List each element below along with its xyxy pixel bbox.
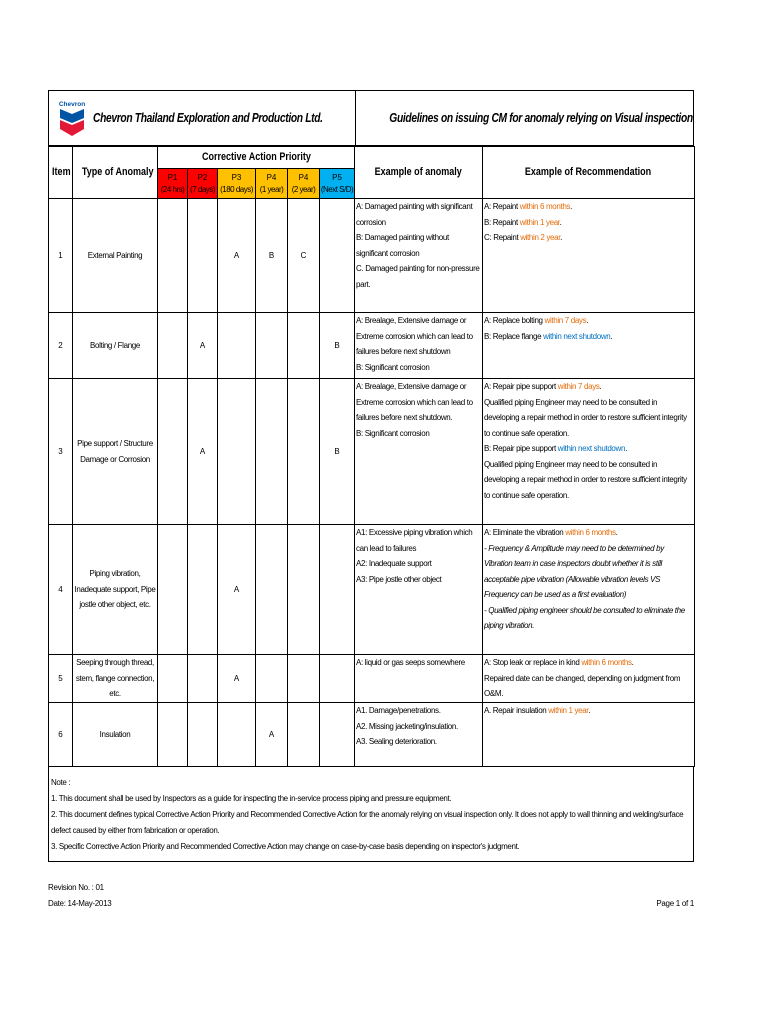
recommendation-segment: A: Replace bolting (484, 316, 545, 325)
priority-period: (7 days) (190, 184, 215, 194)
recommendation-segment: A. Repair insulation (484, 706, 549, 715)
recommendation-segment: . (570, 202, 572, 211)
priority-period: (180 days) (220, 184, 253, 194)
priority-cell (158, 199, 188, 313)
recommendation-segment: within 2 year (520, 233, 561, 242)
priority-cell (158, 655, 188, 703)
priority-header-5 (288, 169, 320, 199)
priority-cell: A (188, 379, 218, 525)
recommendation (483, 703, 695, 767)
priority-cell: C (288, 199, 320, 313)
header-example-of-recommendation: Example of Recommendation (483, 147, 695, 199)
recommendation (483, 199, 695, 313)
priority-cell: A (188, 313, 218, 379)
priority-cell (158, 703, 188, 767)
recommendation-segment: . (610, 331, 613, 341)
recommendation-segment: within 6 months (519, 202, 571, 211)
priority-cell (188, 703, 218, 767)
anomaly-example: A: Brealage, Extensive damage or Extreme corrosion which can lead to failures before next shutdown. B: Significant corrosion (355, 379, 483, 525)
recommendation-segment: within 1 year (548, 706, 589, 715)
title-block (356, 91, 726, 145)
priority-period: (1 year) (259, 184, 284, 194)
priority-code: P4 (266, 172, 277, 182)
item-number: 2 (49, 313, 73, 379)
priority-cell (188, 655, 218, 703)
document-header (48, 90, 694, 146)
priority-cell (218, 379, 256, 525)
priority-cell: B (256, 199, 288, 313)
anomaly-table (48, 146, 695, 767)
priority-code: P4 (298, 172, 309, 182)
header-item: Item (49, 147, 73, 199)
recommendation-segment: B: Replace flange (484, 331, 544, 341)
recommendation-segment: A: Stop leak or replace in kind (484, 658, 582, 667)
priority-cell (320, 199, 355, 313)
anomaly-example: A: Brealage, Extensive damage or Extreme corrosion which can lead to failures before next shutdown B: Significant corrosion (355, 313, 483, 379)
recommendation-segment: C: Repaint (484, 233, 521, 242)
header-type-of-anomaly: Type of Anomaly (73, 147, 158, 199)
table-row (49, 379, 695, 525)
recommendation-segment: within next shutdown (557, 444, 626, 453)
priority-period: (2 year) (291, 184, 316, 194)
recommendation-segment: within next shutdown (543, 331, 611, 341)
priority-cell (320, 655, 355, 703)
priority-code: P1 (167, 172, 178, 182)
recommendation-segment: within 6 months (581, 658, 632, 667)
item-number: 3 (49, 379, 73, 525)
notes-title: Note : (51, 778, 71, 787)
recommendation-segment: within 7 days (557, 382, 600, 391)
header-example-of-anomaly: Example of anomaly (355, 147, 483, 199)
priority-cell: B (320, 313, 355, 379)
recommendation-segment: within 7 days (544, 316, 587, 325)
priority-cell (218, 703, 256, 767)
anomaly-example: A: liquid or gas seeps somewhere (355, 655, 483, 703)
document-footer (48, 880, 694, 912)
priority-cell: A (256, 703, 288, 767)
priority-header-3 (218, 169, 256, 199)
priority-cell (288, 313, 320, 379)
recommendation-segment: A: Eliminate the vibration (484, 528, 566, 537)
revision-date: Date: 14-May-2013 (48, 899, 112, 908)
priority-cell (188, 199, 218, 313)
company-block (49, 91, 356, 145)
priority-header-4 (256, 169, 288, 199)
priority-code: P5 (332, 172, 342, 182)
note-item-2: 2. This document defines typical Corrective Action Priority and Recommended Corrective Action for the anomaly relying on visual inspection only. It does not apply to wall thinning and welding/surface defect caused by either from fabrication or operation. (51, 810, 684, 835)
recommendation-segment: - Qualified piping engineer should be consulted to eliminate the piping vibration. (484, 605, 685, 630)
priority-cell (256, 379, 288, 525)
priority-cell (288, 525, 320, 655)
priority-cell: B (320, 379, 355, 525)
priority-header-6 (320, 169, 355, 199)
anomaly-type: External Painting (73, 199, 158, 313)
priority-cell (320, 525, 355, 655)
note-item-1: 1. This document shall be used by Inspectors as a guide for inspecting the in-service process piping and pressure equipment. (51, 794, 452, 803)
anomaly-type: Seeping through thread, stem, flange connection, etc. (73, 655, 158, 703)
anomaly-type: Piping vibration, Inadequate support, Pipe jostle other object, etc. (73, 525, 158, 655)
priority-cell (288, 655, 320, 703)
recommendation-segment: . (615, 528, 618, 537)
priority-cell (256, 313, 288, 379)
recommendation-segment: . (631, 658, 634, 667)
recommendation-segment: . (588, 706, 591, 715)
recommendation-segment: . (560, 233, 562, 242)
note-item-3: 3. Specific Corrective Action Priority and Recommended Corrective Action may change on case-by-case basis depending on inspector's judgment. (51, 842, 520, 851)
table-row (49, 525, 695, 655)
priority-cell (188, 525, 218, 655)
priority-code: P2 (197, 172, 208, 182)
table-row (49, 199, 695, 313)
item-number: 4 (49, 525, 73, 655)
priority-cell (288, 703, 320, 767)
recommendation-segment: Qualified piping Engineer may need to be consulted in developing a repair method in order to restore sufficient integrity to continue safe operation. (484, 397, 687, 438)
company-name: Chevron Thailand Exploration and Production Ltd. (93, 111, 323, 125)
priority-cell: A (218, 525, 256, 655)
item-number: 6 (49, 703, 73, 767)
document-sheet (48, 90, 694, 862)
anomaly-type: Pipe support / Structure Damage or Corrosion (73, 379, 158, 525)
recommendation-segment: Repaired date can be changed, depending on judgment from O&M. (484, 673, 681, 698)
priority-cell (320, 703, 355, 767)
notes-section (48, 767, 694, 862)
table-row (49, 703, 695, 767)
recommendation (483, 655, 695, 703)
page-number: Page 1 of 1 (656, 899, 694, 908)
anomaly-type: Insulation (73, 703, 158, 767)
recommendation-segment: Qualified piping Engineer may need to be consulted in developing a repair method in order to restore sufficient integrity to continue safe operation. (484, 459, 687, 500)
priority-code: P3 (231, 172, 242, 182)
recommendation-segment: . (625, 444, 627, 453)
priority-cell (218, 313, 256, 379)
recommendation-segment: within 6 months (565, 528, 616, 537)
priority-cell (288, 379, 320, 525)
item-number: 5 (49, 655, 73, 703)
priority-period: (24 hrs) (160, 184, 185, 194)
recommendation-segment: . (599, 382, 602, 391)
anomaly-type: Bolting / Flange (73, 313, 158, 379)
table-row (49, 313, 695, 379)
priority-cell: A (218, 655, 256, 703)
anomaly-example: A1. Damage/penetrations. A2. Missing jacketing/insulation. A3. Sealing deterioration. (355, 703, 483, 767)
item-number: 1 (49, 199, 73, 313)
priority-cell (256, 525, 288, 655)
recommendation-segment: within 1 year (519, 217, 560, 227)
priority-cell (158, 525, 188, 655)
priority-cell (158, 379, 188, 525)
revision-number: Revision No. : 01 (48, 883, 104, 892)
document-title: Guidelines on issuing CM for anomaly relying on Visual inspection (389, 111, 693, 125)
header-corrective-action-priority: Corrective Action Priority (158, 147, 355, 169)
recommendation (483, 313, 695, 379)
recommendation (483, 379, 695, 525)
recommendation-segment: A: Repaint (484, 202, 520, 211)
priority-header-2 (188, 169, 218, 199)
priority-header-1 (158, 169, 188, 199)
priority-cell (158, 313, 188, 379)
anomaly-example: A: Damaged painting with significant corrosion B: Damaged painting without significant corrosion C. Damaged painting for non-pressure part. (355, 199, 483, 313)
recommendation-segment: A: Repair pipe support (484, 382, 558, 391)
chevron-logo-icon (55, 98, 89, 138)
recommendation-segment: - Frequency & Amplitude may need to be determined by Vibration team in case inspectors doubt whether it is still acceptable pipe vibration (Allowable vibration levels VS Frequency can be used as a first evaluation) (484, 543, 664, 599)
svg-text:Chevron: Chevron (58, 101, 86, 108)
recommendation-segment: . (559, 217, 562, 227)
recommendation-segment: . (586, 316, 589, 325)
priority-period: (Next S/D) (320, 184, 354, 194)
anomaly-example: A1: Excessive piping vibration which can lead to failures A2: Inadequate support A3: Pipe jostle other object (355, 525, 483, 655)
table-row (49, 655, 695, 703)
recommendation-segment: B: Repaint (484, 217, 520, 227)
recommendation-segment: B: Repair pipe support (484, 444, 558, 453)
priority-cell (256, 655, 288, 703)
recommendation (483, 525, 695, 655)
priority-cell: A (218, 199, 256, 313)
